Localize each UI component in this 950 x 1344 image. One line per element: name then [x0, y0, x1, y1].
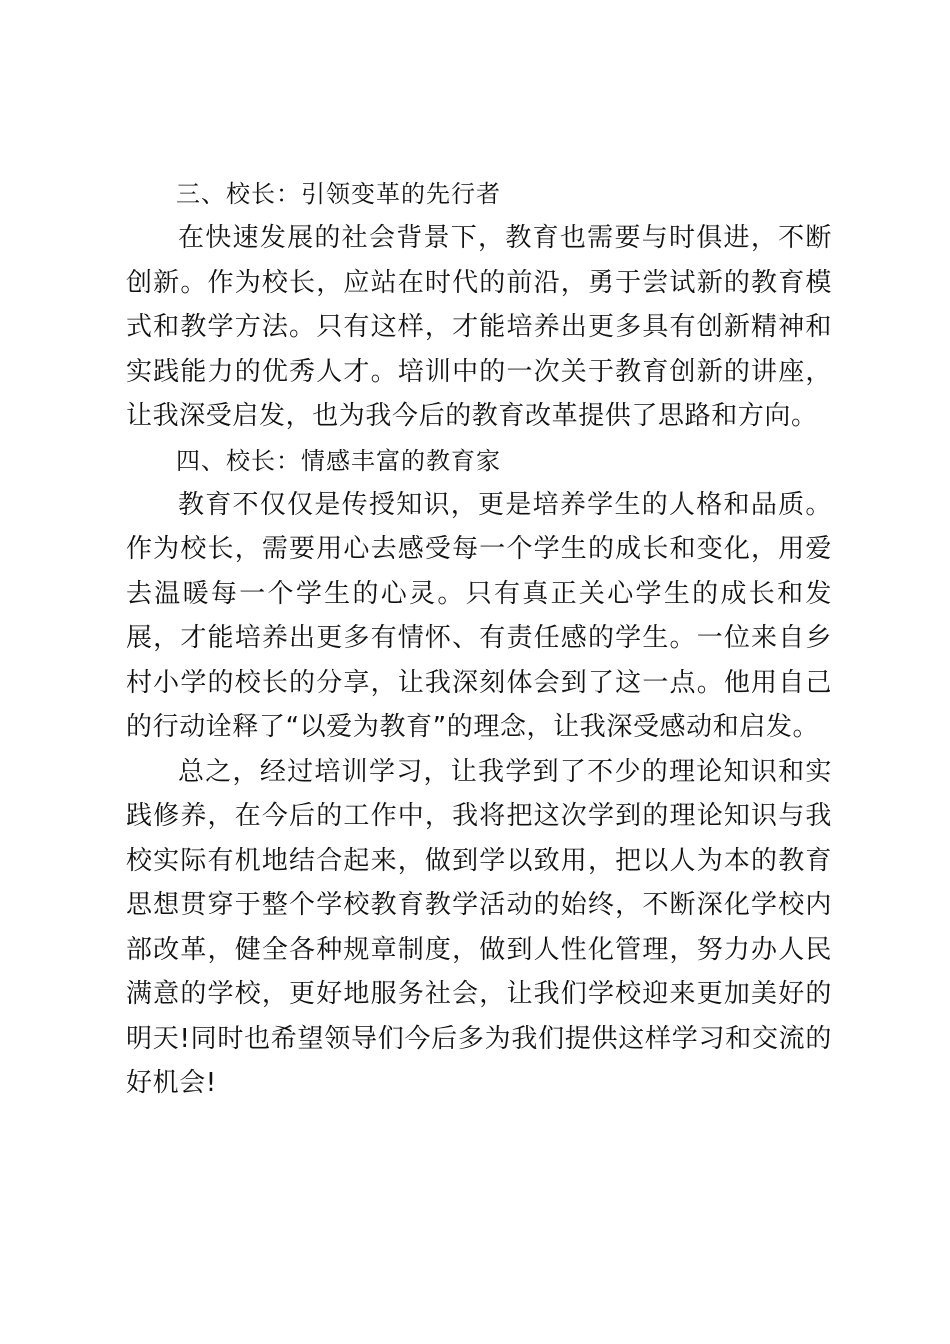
section3-heading: 三、校长：引领变革的先行者	[176, 180, 501, 208]
document-body	[126, 172, 832, 1106]
section4-paragraph: 教育不仅仅是传授知识，更是培养学生的人格和品质。作为校长，需要用心去感受每一个学生的成长和变化，用爱去温暖每一个学生的心灵。只有真正关心学生的成长和发展，才能培养出更多有情怀、有责任感的学生。一位来自乡村小学的校长的分享，让我深刻体会到了这一点。他用自己的行动诠释了“以爱为教育”的理念，让我深受感动和启发。	[126, 489, 832, 742]
section4-heading: 四、校长：情感丰富的教育家	[176, 446, 501, 475]
section3-paragraph: 在快速发展的社会背景下，教育也需要与时俱进，不断创新。作为校长，应站在时代的前沿，勇于尝试新的教育模式和教学方法。只有这样，才能培养出更多具有创新精神和实践能力的优秀人才。培训中的一次关于教育创新的讲座，让我深受启发，也为我今后的教育改革提供了思路和方向。	[126, 223, 832, 431]
conclusion-paragraph: 总之，经过培训学习，让我学到了不少的理论知识和实践修养，在今后的工作中，我将把这次学到的理论知识与我校实际有机地结合起来，做到学以致用，把以人为本的教育思想贯穿于整个学校教育教学活动的始终，不断深化学校内部改革，健全各种规章制度，做到人性化管理，努力办人民满意的学校，更好地服务社会，让我们学校迎来更加美好的明天!同时也希望领导们今后多为我们提供这样学习和交流的好机会!	[126, 756, 832, 1098]
